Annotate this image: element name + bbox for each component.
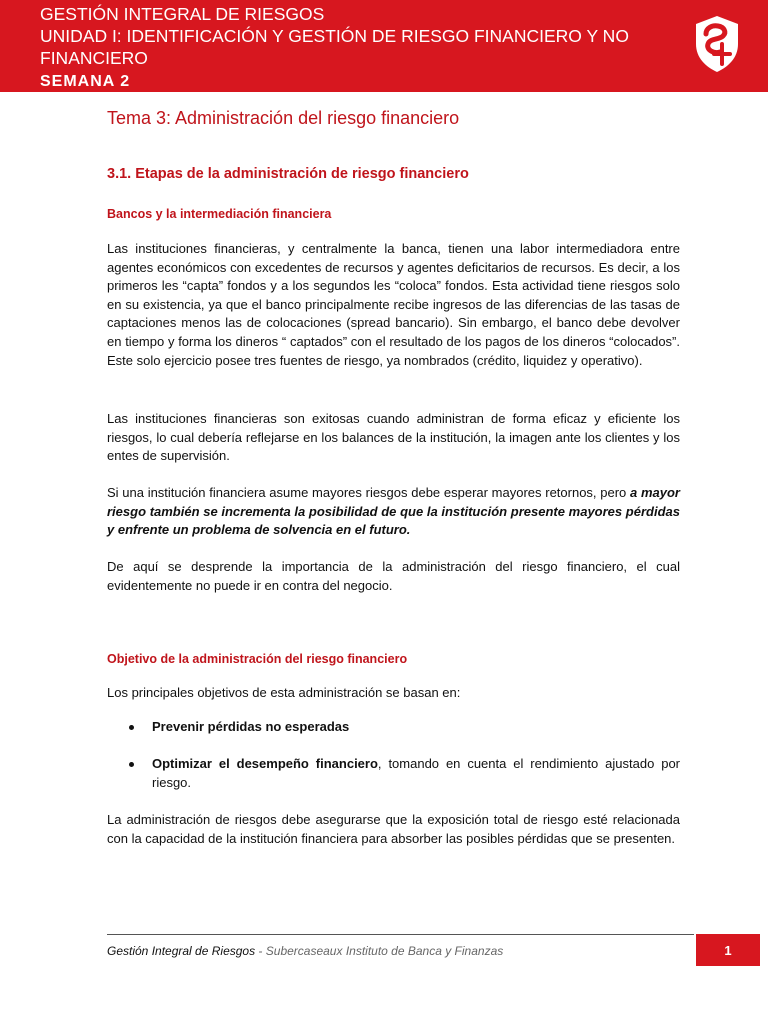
header-unit-title: UNIDAD I: IDENTIFICACIÓN Y GESTIÓN DE RIESGO FINANCIERO Y NO <box>40 26 629 46</box>
page-number: 1 <box>696 934 760 966</box>
bullet-icon <box>129 725 134 730</box>
footer-institute: Subercaseaux Instituto de Banca y Finanzas <box>265 944 504 958</box>
bullet-text-bold: Optimizar el desempeño financiero <box>152 756 378 771</box>
bullet-icon <box>129 762 134 767</box>
objectives-list-2 <box>107 755 680 792</box>
paragraph-exposure: La administración de riesgos debe asegurarse que la exposición total de riesgo esté relacionada con la capacidad de la institución financiera para absorber las posibles pérdidas que se presenten. <box>107 812 680 846</box>
paragraph-success: Las instituciones financieras son exitosas cuando administran de forma eficaz y eficiente los riesgos, lo cual debería reflejarse en los balances de la institución, la imagen ante los clientes y los entes de supervisión. <box>107 411 680 464</box>
section-title: 3.1. Etapas de la administración de riesgo financiero <box>107 166 469 182</box>
list-item <box>107 755 680 792</box>
list-item <box>107 718 680 737</box>
subheading-banks: Bancos y la intermediación financiera <box>107 207 332 221</box>
risk-return-text: Si una institución financiera asume mayores riesgos debe esperar mayores retornos, pero <box>107 485 631 500</box>
paragraph-importance: De aquí se desprende la importancia de la administración del riesgo financiero, el cual evidentemente no puede ir en contra del negocio. <box>107 559 680 593</box>
bullet-text-rest: , tomando en cuenta el rendimiento ajustado por riesgo. <box>152 756 681 790</box>
footer <box>107 944 503 958</box>
paragraph-risk-return <box>107 484 680 540</box>
subheading-objective: Objetivo de la administración del riesgo financiero <box>107 652 408 666</box>
paragraph-intermediation: Las instituciones financieras, y centralmente la banca, tienen una labor intermediadora entre agentes económicos con excedentes de recursos y agentes deficitarios de recursos. Es decir, a los primeros les “capta” fondos y a los segundos les “coloca” fondos. Esta actividad tiene riesgos solo en su existencia, ya que el banco principalmente recibe ingresos de las diferencias de las tasas de captaciones menos las de colocaciones (spread bancario). Sin embargo, el banco debe devolver en tiempo y forma los dineros “ captados” con el resultado de los pagos de los dineros “colocados”. Este solo ejercicio posee tres fuentes de riesgo, ya nombrados (crédito, liquidez y operativo). <box>107 241 680 368</box>
risk-return-emphasis: a mayor riesgo también se incrementa la posibilidad de que la institución presente mayores pérdidas y enfrente un problema de solvencia en el futuro. <box>107 485 680 538</box>
footer-separator: - <box>255 944 266 958</box>
footer-course: Gestión Integral de Riesgos <box>107 944 256 958</box>
objectives-list <box>107 718 680 737</box>
page-header <box>0 0 768 92</box>
shield-logo-icon <box>692 14 742 74</box>
paragraph-objectives-intro: Los principales objetivos de esta administración se basan en: <box>107 685 461 700</box>
header-week: SEMANA 2 <box>40 73 131 90</box>
header-unit-title-cont: FINANCIERO <box>40 48 148 68</box>
footer-divider <box>107 934 694 935</box>
header-course-title: GESTIÓN INTEGRAL DE RIESGOS <box>40 4 325 24</box>
bullet-text: Prevenir pérdidas no esperadas <box>152 719 350 734</box>
topic-title: Tema 3: Administración del riesgo financiero <box>107 108 460 128</box>
